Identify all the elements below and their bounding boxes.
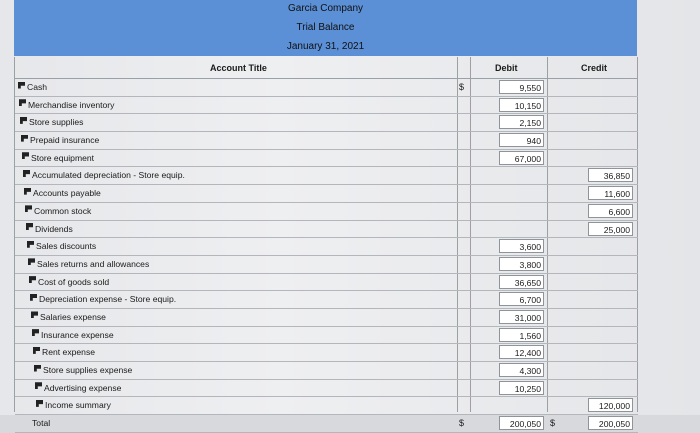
debit-input[interactable]: 67,000 <box>499 151 544 165</box>
account-title: Cost of goods sold <box>38 276 110 287</box>
trial-balance-table <box>14 57 638 430</box>
credit-input[interactable]: 11,600 <box>588 186 633 200</box>
credit-input[interactable]: 120,000 <box>588 398 633 412</box>
credit-input[interactable]: 25,000 <box>588 222 633 236</box>
table-row <box>15 114 638 132</box>
account-title: Insurance expense <box>41 329 114 340</box>
account-title: Store supplies <box>29 117 84 128</box>
debit-input[interactable]: 10,250 <box>499 381 544 395</box>
dollar-sign: $ <box>459 418 465 429</box>
table-row <box>15 397 638 415</box>
account-dropdown[interactable] <box>26 224 73 234</box>
table-row <box>15 97 638 115</box>
total-debit-input[interactable]: 200,050 <box>499 416 544 430</box>
dropdown-flag-icon <box>20 117 27 124</box>
account-dropdown[interactable] <box>35 383 121 393</box>
account-dropdown[interactable] <box>19 100 114 110</box>
total-row <box>15 415 638 433</box>
dropdown-flag-icon <box>26 223 33 230</box>
account-title: Prepaid insurance <box>30 135 100 146</box>
dropdown-flag-icon <box>35 382 42 389</box>
account-dropdown[interactable] <box>18 82 47 92</box>
account-dropdown[interactable] <box>24 188 101 198</box>
account-title: Depreciation expense - Store equip. <box>39 294 177 305</box>
dropdown-flag-icon <box>32 329 39 336</box>
account-dropdown[interactable] <box>27 241 96 251</box>
total-credit-input[interactable]: 200,050 <box>588 416 633 430</box>
account-rows <box>15 79 638 433</box>
account-dropdown[interactable] <box>30 294 176 304</box>
table-row <box>15 238 638 256</box>
table-row <box>15 79 638 97</box>
dropdown-flag-icon <box>36 400 43 407</box>
dropdown-flag-icon <box>28 258 35 265</box>
account-dropdown[interactable] <box>33 347 95 357</box>
debit-input[interactable]: 940 <box>499 133 544 147</box>
account-title: Cash <box>27 82 48 92</box>
account-title: Sales discounts <box>36 241 97 252</box>
table-row <box>15 274 638 292</box>
debit-input[interactable]: 2,150 <box>499 115 544 129</box>
account-title: Merchandise inventory <box>28 99 115 110</box>
account-title: Store supplies expense <box>43 365 133 375</box>
debit-input[interactable]: 12,400 <box>499 345 544 359</box>
account-title: Dividends <box>35 223 73 234</box>
debit-input[interactable]: 36,650 <box>499 275 544 289</box>
account-dropdown[interactable] <box>21 135 99 145</box>
table-row <box>15 185 638 203</box>
account-title: Rent expense <box>42 347 96 358</box>
table-row <box>15 256 638 274</box>
dropdown-flag-icon <box>33 347 40 354</box>
dropdown-flag-icon <box>24 188 31 195</box>
table-row <box>15 150 638 168</box>
dropdown-flag-icon <box>19 99 26 106</box>
debit-header: Debit <box>495 63 518 73</box>
debit-input[interactable]: 10,150 <box>499 98 544 112</box>
account-dropdown[interactable] <box>25 206 91 216</box>
column-header-row <box>15 57 638 79</box>
table-row <box>15 344 638 362</box>
account-dropdown[interactable] <box>22 153 94 163</box>
statement-title: Trial Balance <box>296 22 355 33</box>
dropdown-flag-icon <box>21 135 28 142</box>
debit-input[interactable]: 1,560 <box>499 328 544 342</box>
table-row <box>15 362 638 380</box>
table-row <box>15 309 638 327</box>
account-dropdown[interactable] <box>23 170 185 180</box>
credit-input[interactable]: 36,850 <box>588 168 633 182</box>
statement-date: January 31, 2021 <box>286 41 365 52</box>
account-title: Accounts payable <box>33 188 101 199</box>
account-dropdown[interactable] <box>28 259 149 269</box>
company-name: Garcia Company <box>287 3 364 14</box>
dropdown-flag-icon <box>30 294 37 301</box>
statement-header <box>14 0 637 56</box>
dollar-sign: $ <box>550 418 556 429</box>
table-row <box>15 203 638 221</box>
credit-header: Credit <box>581 63 608 73</box>
dollar-sign: $ <box>459 82 465 92</box>
debit-input[interactable]: 3,800 <box>499 257 544 271</box>
account-dropdown[interactable] <box>36 400 111 410</box>
table-row <box>15 132 638 150</box>
dropdown-flag-icon <box>23 170 30 177</box>
table-row <box>15 291 638 309</box>
dropdown-flag-icon <box>18 82 25 89</box>
table-row <box>15 221 638 239</box>
dropdown-flag-icon <box>22 152 29 159</box>
account-title: Advertising expense <box>44 382 122 393</box>
total-label: Total <box>32 418 51 429</box>
table-row <box>15 327 638 345</box>
account-title: Accumulated depreciation - Store equip. <box>32 170 185 181</box>
account-dropdown[interactable] <box>32 330 114 340</box>
account-dropdown[interactable] <box>20 117 83 127</box>
account-dropdown[interactable] <box>29 277 109 287</box>
debit-input[interactable]: 31,000 <box>499 310 544 324</box>
dropdown-flag-icon <box>25 205 32 212</box>
account-dropdown[interactable] <box>31 312 106 322</box>
dropdown-flag-icon <box>31 311 38 318</box>
debit-input[interactable]: 4,300 <box>499 363 544 377</box>
account-title: Common stock <box>34 205 92 216</box>
debit-input[interactable]: 9,550 <box>499 80 544 94</box>
dropdown-flag-icon <box>29 276 36 283</box>
table-row <box>15 167 638 185</box>
debit-input[interactable]: 3,600 <box>499 239 544 253</box>
account-dropdown[interactable] <box>34 365 132 375</box>
account-title-header: Account Title <box>210 63 267 73</box>
credit-input[interactable]: 6,600 <box>588 204 633 218</box>
account-title: Salaries expense <box>40 311 106 322</box>
account-title: Income summary <box>45 400 111 411</box>
debit-input[interactable]: 6,700 <box>499 292 544 306</box>
dropdown-flag-icon <box>27 241 34 248</box>
account-title: Sales returns and allowances <box>37 258 150 269</box>
table-row <box>15 380 638 398</box>
dropdown-flag-icon <box>34 365 41 372</box>
account-title: Store equipment <box>31 152 95 163</box>
